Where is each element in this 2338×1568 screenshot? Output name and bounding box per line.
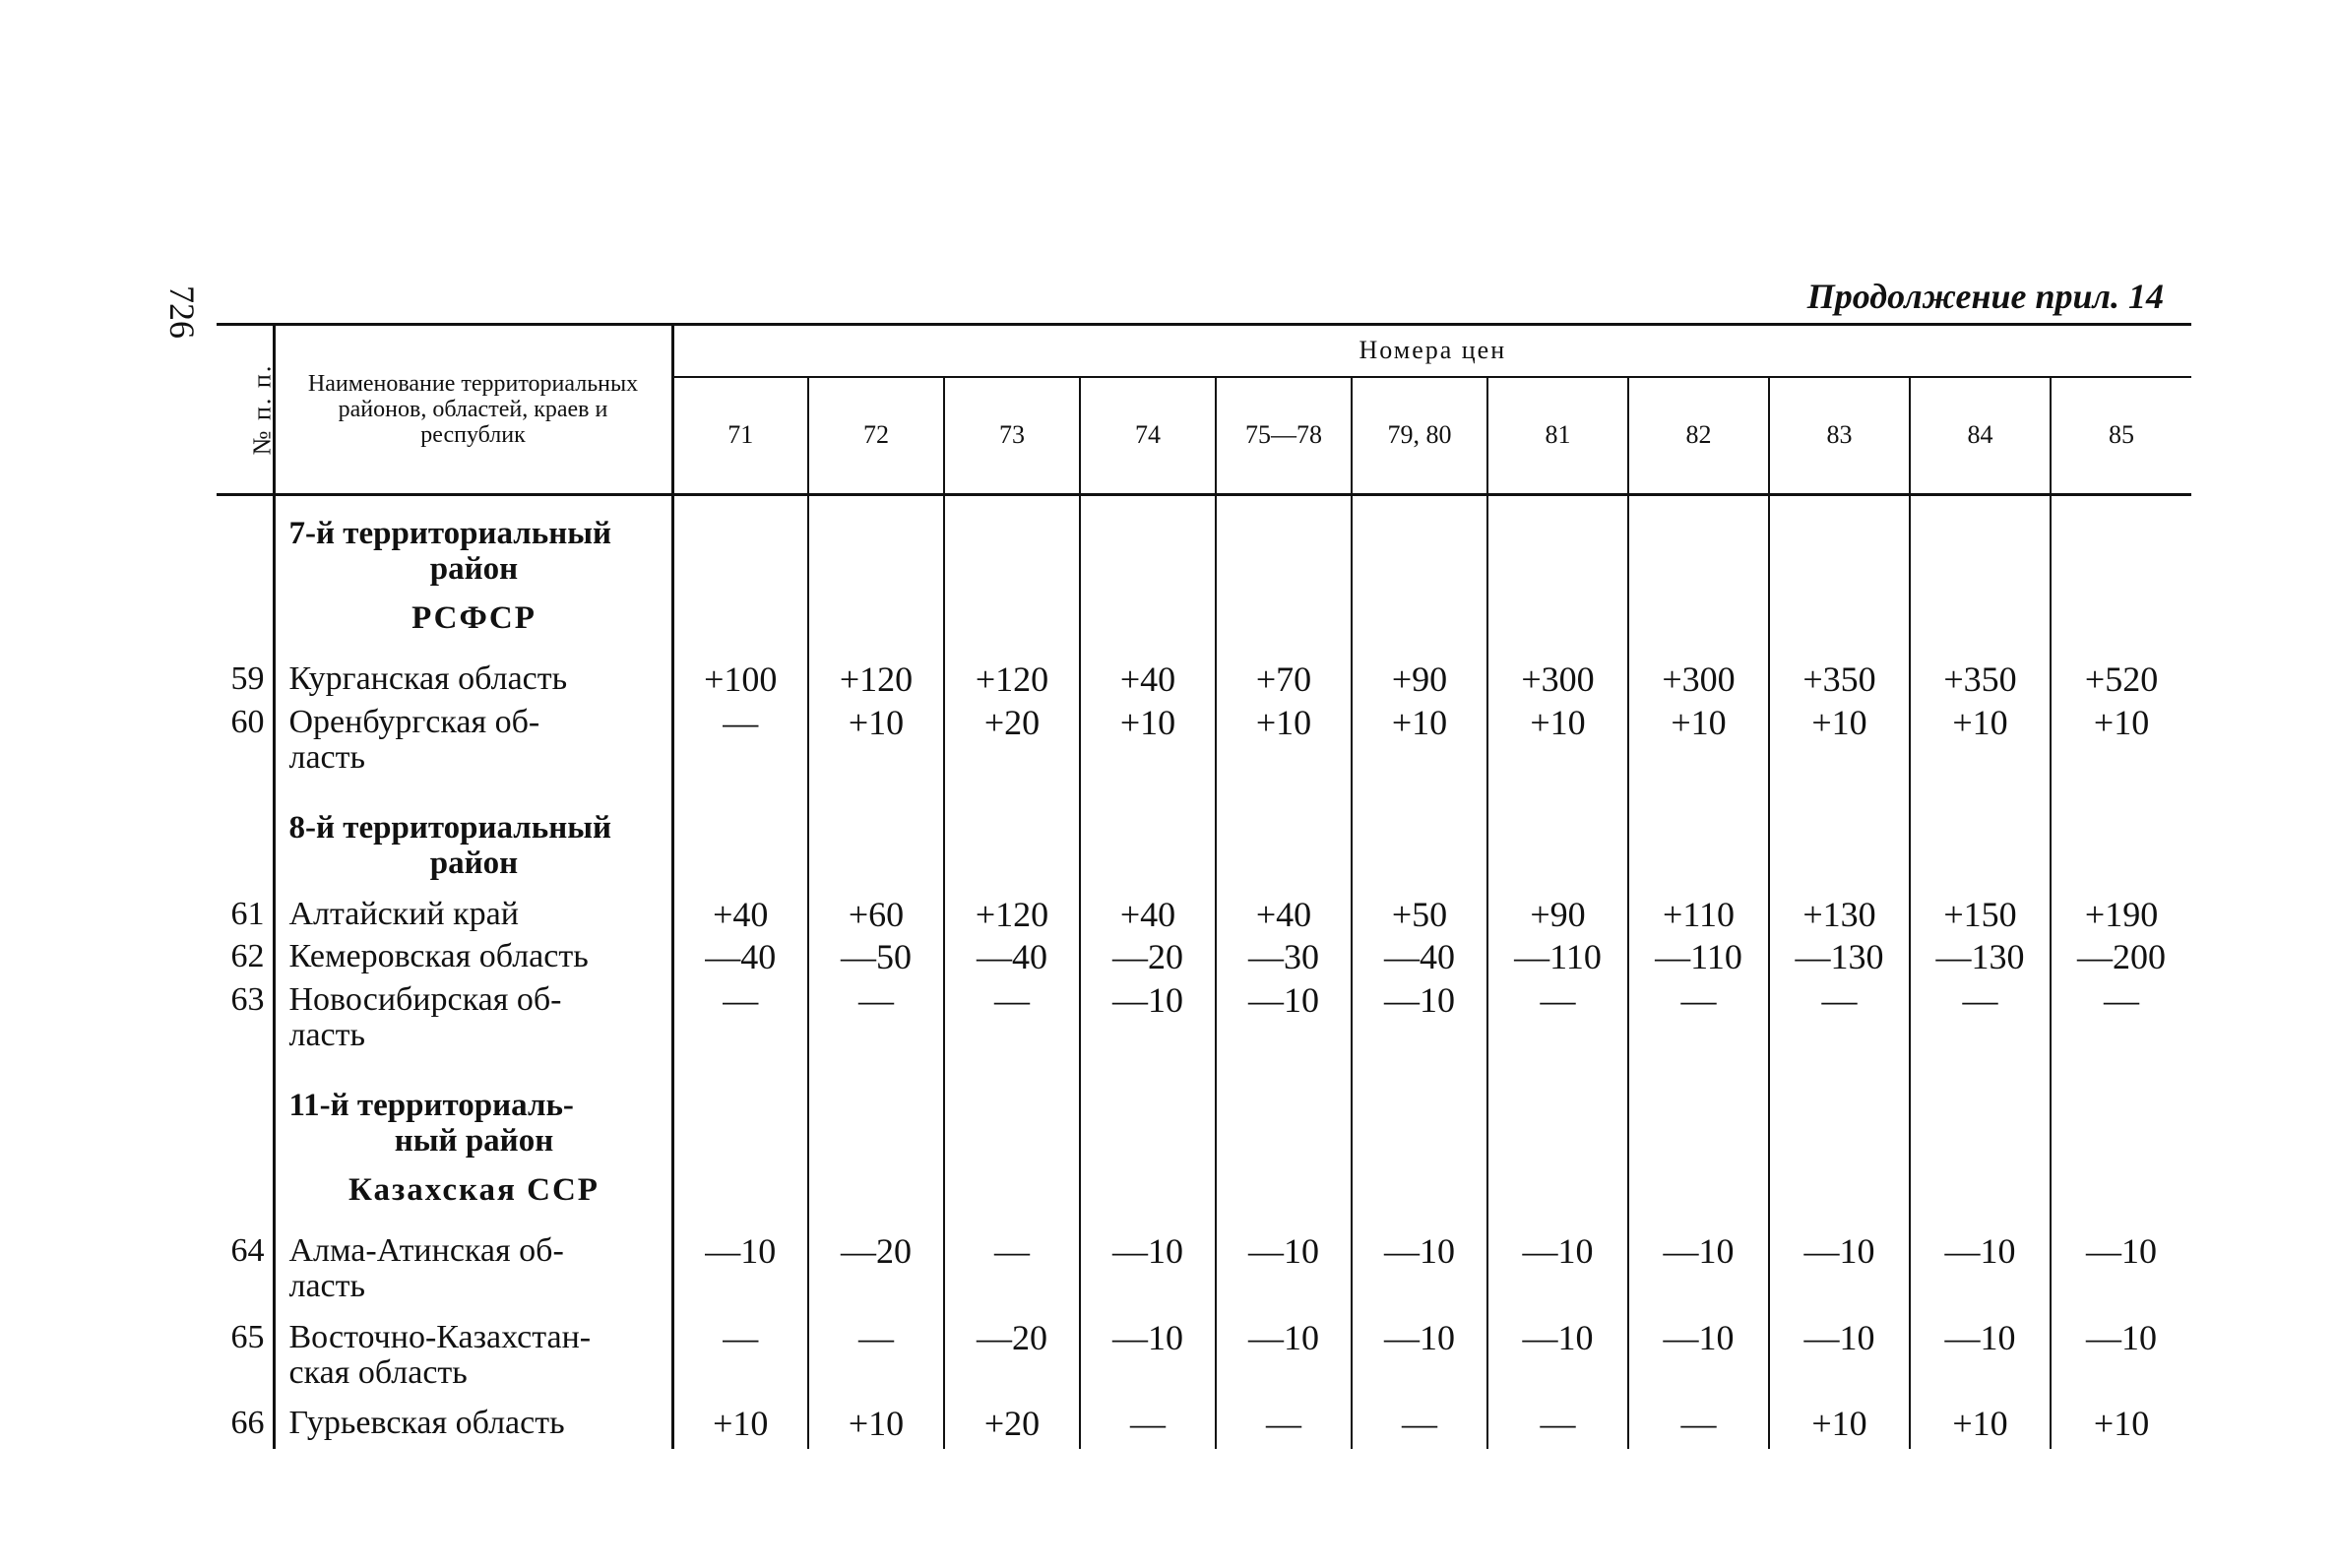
price-value: —10 bbox=[1487, 1233, 1628, 1319]
empty-cell bbox=[1352, 1068, 1487, 1088]
price-value: — bbox=[1216, 1406, 1352, 1449]
price-value: — bbox=[1628, 982, 1769, 1068]
empty-cell bbox=[1352, 1088, 1487, 1233]
section-title-line: район bbox=[429, 846, 519, 882]
price-value: —10 bbox=[1769, 1320, 1910, 1406]
price-value: +10 bbox=[1910, 705, 2051, 790]
row-name-line: ская область bbox=[288, 1353, 468, 1391]
empty-cell bbox=[1352, 790, 1487, 810]
price-value: +10 bbox=[713, 1404, 769, 1444]
empty-cell bbox=[274, 495, 672, 517]
empty-cell bbox=[217, 1088, 274, 1233]
empty-cell bbox=[1487, 1068, 1628, 1088]
price-value: +120 bbox=[944, 897, 1080, 940]
price-column-header: 84 bbox=[1910, 377, 2051, 495]
price-value: —10 bbox=[1080, 1320, 1216, 1406]
price-column-header: 82 bbox=[1628, 377, 1769, 495]
table-row bbox=[217, 982, 2191, 1068]
section-title-cell bbox=[274, 1088, 672, 1233]
empty-cell bbox=[1080, 810, 1216, 896]
price-table-container bbox=[217, 323, 2176, 1447]
price-value: +190 bbox=[2051, 897, 2191, 940]
empty-cell bbox=[1769, 1088, 1910, 1233]
price-column-header: 73 bbox=[944, 377, 1080, 495]
section-subtitle: Казахская ССР bbox=[348, 1172, 600, 1209]
empty-cell bbox=[1769, 495, 1910, 517]
price-value: —110 bbox=[1628, 939, 1769, 982]
header-name: Наименование территориальных районов, областей, краев и республик bbox=[274, 325, 672, 495]
empty-cell bbox=[808, 810, 944, 896]
empty-cell bbox=[1628, 495, 1769, 517]
empty-cell bbox=[672, 1068, 808, 1088]
price-value: —10 bbox=[1216, 1233, 1352, 1319]
price-column-header: 83 bbox=[1769, 377, 1910, 495]
price-value: +10 bbox=[1769, 1406, 1910, 1449]
spacer-row bbox=[217, 790, 2191, 810]
price-value: +20 bbox=[944, 1406, 1080, 1449]
price-value: — bbox=[1910, 982, 2051, 1068]
price-value: —130 bbox=[1769, 939, 1910, 982]
row-number: 63 bbox=[217, 982, 274, 1068]
page-number: 726 bbox=[162, 285, 202, 339]
empty-cell bbox=[1216, 495, 1352, 517]
empty-cell bbox=[672, 516, 808, 661]
price-value: +100 bbox=[704, 659, 778, 700]
empty-cell bbox=[1080, 1088, 1216, 1233]
price-value: — bbox=[1487, 982, 1628, 1068]
price-value: +10 bbox=[1080, 705, 1216, 790]
price-value: —40 bbox=[944, 939, 1080, 982]
empty-cell bbox=[1487, 1088, 1628, 1233]
section-title-line: ный район bbox=[394, 1123, 554, 1160]
price-value: +10 bbox=[2051, 705, 2191, 790]
price-value: —40 bbox=[1352, 939, 1487, 982]
section-title-line: 8-й территориальный bbox=[288, 810, 612, 847]
empty-cell bbox=[808, 1068, 944, 1088]
row-number: 62 bbox=[217, 939, 274, 982]
empty-cell bbox=[217, 516, 274, 661]
price-value: +20 bbox=[944, 705, 1080, 790]
price-value: — bbox=[2051, 982, 2191, 1068]
price-value: —130 bbox=[1910, 939, 2051, 982]
section-title-line: 11-й территориаль- bbox=[288, 1088, 574, 1124]
section-title bbox=[289, 1088, 660, 1159]
section-title-row bbox=[217, 516, 2191, 661]
row-name-line: Оренбургская об- bbox=[288, 703, 540, 740]
empty-cell bbox=[672, 790, 808, 810]
row-name-line: Алма-Атинская об- bbox=[288, 1232, 564, 1270]
empty-cell bbox=[274, 790, 672, 810]
price-value: +10 bbox=[1769, 705, 1910, 790]
price-column-header: 81 bbox=[1487, 377, 1628, 495]
empty-cell bbox=[672, 1088, 808, 1233]
price-value: +10 bbox=[1352, 705, 1487, 790]
empty-cell bbox=[2051, 1068, 2191, 1088]
empty-cell bbox=[944, 810, 1080, 896]
continuation-caption: Продолжение прил. 14 bbox=[1806, 277, 2164, 316]
row-number: 66 bbox=[217, 1406, 274, 1449]
header-price-group: Номера цен bbox=[672, 325, 2191, 377]
empty-cell bbox=[1910, 810, 2051, 896]
empty-cell bbox=[672, 810, 808, 896]
price-value: +350 bbox=[1910, 661, 2051, 705]
price-value: —10 bbox=[1352, 982, 1487, 1068]
empty-cell bbox=[1352, 810, 1487, 896]
price-value: +300 bbox=[1628, 661, 1769, 705]
header-row-number-label: № п. п. bbox=[247, 363, 277, 456]
empty-cell bbox=[1769, 810, 1910, 896]
empty-cell bbox=[1628, 1068, 1769, 1088]
price-value: +40 bbox=[713, 894, 769, 934]
row-name bbox=[274, 1233, 672, 1319]
table-row bbox=[217, 1233, 2191, 1319]
row-number: 65 bbox=[217, 1320, 274, 1406]
empty-cell bbox=[944, 495, 1080, 517]
empty-cell bbox=[1216, 790, 1352, 810]
price-value: —10 bbox=[1910, 1320, 2051, 1406]
empty-cell bbox=[944, 790, 1080, 810]
table-row bbox=[217, 939, 2191, 982]
empty-cell bbox=[1216, 1088, 1352, 1233]
empty-cell bbox=[274, 1068, 672, 1088]
price-value: —10 bbox=[2051, 1233, 2191, 1319]
section-title-cell bbox=[274, 516, 672, 661]
price-value: —50 bbox=[808, 939, 944, 982]
row-name-line: Кемеровская область bbox=[288, 938, 589, 975]
price-column-header: 85 bbox=[2051, 377, 2191, 495]
spacer-row bbox=[217, 1068, 2191, 1088]
empty-cell bbox=[1080, 516, 1216, 661]
empty-cell bbox=[217, 790, 274, 810]
empty-cell bbox=[1080, 495, 1216, 517]
price-value: — bbox=[944, 1233, 1080, 1319]
empty-cell bbox=[1487, 516, 1628, 661]
section-subtitle: РСФСР bbox=[411, 600, 537, 636]
price-value: —10 bbox=[1080, 982, 1216, 1068]
spacer-row bbox=[217, 495, 2191, 517]
empty-cell bbox=[1769, 1068, 1910, 1088]
price-value: —10 bbox=[1628, 1320, 1769, 1406]
empty-cell bbox=[808, 495, 944, 517]
empty-cell bbox=[808, 790, 944, 810]
table-row bbox=[217, 661, 2191, 705]
price-value: — bbox=[723, 1317, 759, 1357]
price-value: — bbox=[723, 702, 759, 742]
empty-cell bbox=[2051, 790, 2191, 810]
empty-cell bbox=[2051, 1088, 2191, 1233]
price-value: — bbox=[723, 979, 759, 1020]
empty-cell bbox=[2051, 516, 2191, 661]
price-value: +50 bbox=[1352, 897, 1487, 940]
price-value: —200 bbox=[2051, 939, 2191, 982]
row-name bbox=[274, 939, 672, 982]
empty-cell bbox=[944, 516, 1080, 661]
empty-cell bbox=[944, 1068, 1080, 1088]
empty-cell bbox=[1910, 495, 2051, 517]
price-value: —10 bbox=[2051, 1320, 2191, 1406]
price-value: — bbox=[1080, 1406, 1216, 1449]
empty-cell bbox=[217, 810, 274, 896]
header-row-number bbox=[217, 325, 277, 495]
price-value: +120 bbox=[944, 661, 1080, 705]
price-value: +110 bbox=[1628, 897, 1769, 940]
section-title bbox=[289, 516, 660, 587]
empty-cell bbox=[1910, 790, 2051, 810]
empty-cell bbox=[1487, 790, 1628, 810]
price-value: +10 bbox=[1216, 705, 1352, 790]
price-value: —10 bbox=[1352, 1320, 1487, 1406]
price-value: +10 bbox=[1487, 705, 1628, 790]
price-column-header: 79, 80 bbox=[1352, 377, 1487, 495]
empty-cell bbox=[1628, 516, 1769, 661]
price-value: +90 bbox=[1352, 661, 1487, 705]
price-value: +10 bbox=[1628, 705, 1769, 790]
empty-cell bbox=[1910, 516, 2051, 661]
price-value: — bbox=[1487, 1406, 1628, 1449]
price-value: +10 bbox=[1910, 1406, 2051, 1449]
row-name-line: Алтайский край bbox=[288, 895, 519, 932]
empty-cell bbox=[808, 1088, 944, 1233]
empty-cell bbox=[1216, 1068, 1352, 1088]
row-name-line: ласть bbox=[288, 1268, 366, 1305]
empty-cell bbox=[1216, 810, 1352, 896]
row-name bbox=[274, 982, 672, 1068]
price-value: —20 bbox=[944, 1320, 1080, 1406]
empty-cell bbox=[944, 1088, 1080, 1233]
price-value: +130 bbox=[1769, 897, 1910, 940]
price-value: —10 bbox=[705, 1231, 777, 1272]
empty-cell bbox=[1628, 790, 1769, 810]
price-value: —30 bbox=[1216, 939, 1352, 982]
price-value: +90 bbox=[1487, 897, 1628, 940]
empty-cell bbox=[2051, 495, 2191, 517]
empty-cell bbox=[1352, 495, 1487, 517]
price-value: —20 bbox=[808, 1233, 944, 1319]
empty-cell bbox=[1628, 1088, 1769, 1233]
empty-cell bbox=[1769, 790, 1910, 810]
row-name-line: Курганская область bbox=[288, 660, 568, 698]
section-title-row bbox=[217, 1088, 2191, 1233]
price-column-header: 71 bbox=[672, 377, 808, 495]
row-number: 59 bbox=[217, 661, 274, 705]
price-value: — bbox=[1769, 982, 1910, 1068]
price-value: +10 bbox=[2051, 1406, 2191, 1449]
empty-cell bbox=[1352, 516, 1487, 661]
price-value: +40 bbox=[1080, 897, 1216, 940]
table-row bbox=[217, 897, 2191, 940]
section-title-line: район bbox=[429, 551, 519, 587]
section-title-line: 7-й территориальный bbox=[288, 516, 612, 551]
price-value: — bbox=[1352, 1406, 1487, 1449]
price-value: —10 bbox=[1352, 1233, 1487, 1319]
price-value: +10 bbox=[808, 705, 944, 790]
price-value: +350 bbox=[1769, 661, 1910, 705]
price-column-header: 72 bbox=[808, 377, 944, 495]
price-value: +300 bbox=[1487, 661, 1628, 705]
price-value: —10 bbox=[1080, 1233, 1216, 1319]
price-value: —10 bbox=[1769, 1233, 1910, 1319]
row-name-line: Новосибирская об- bbox=[288, 980, 562, 1018]
price-value: +60 bbox=[808, 897, 944, 940]
empty-cell bbox=[672, 495, 808, 517]
empty-cell bbox=[1769, 516, 1910, 661]
section-title bbox=[289, 810, 660, 881]
price-column-header: 75—78 bbox=[1216, 377, 1352, 495]
price-value: +40 bbox=[1080, 661, 1216, 705]
price-value: —10 bbox=[1910, 1233, 2051, 1319]
price-value: +520 bbox=[2051, 661, 2191, 705]
price-value: —20 bbox=[1080, 939, 1216, 982]
empty-cell bbox=[217, 1068, 274, 1088]
price-value: — bbox=[944, 982, 1080, 1068]
empty-cell bbox=[1080, 1068, 1216, 1088]
empty-cell bbox=[1628, 810, 1769, 896]
section-title-row bbox=[217, 810, 2191, 896]
price-value: —10 bbox=[1216, 982, 1352, 1068]
price-value: +10 bbox=[808, 1406, 944, 1449]
empty-cell bbox=[1910, 1088, 2051, 1233]
price-value: +40 bbox=[1216, 897, 1352, 940]
price-adjustment-table bbox=[217, 323, 2191, 1449]
row-name bbox=[274, 705, 672, 790]
row-name bbox=[274, 897, 672, 940]
price-value: — bbox=[808, 982, 944, 1068]
table-row bbox=[217, 705, 2191, 790]
price-value: +150 bbox=[1910, 897, 2051, 940]
price-value: +70 bbox=[1216, 661, 1352, 705]
row-name-line: ласть bbox=[288, 738, 366, 776]
price-value: —10 bbox=[1216, 1320, 1352, 1406]
row-name bbox=[274, 661, 672, 705]
section-title-cell bbox=[274, 810, 672, 896]
price-value: —10 bbox=[1628, 1233, 1769, 1319]
row-name-line: ласть bbox=[288, 1016, 366, 1053]
empty-cell bbox=[1487, 495, 1628, 517]
row-name-line: Восточно-Казахстан- bbox=[288, 1318, 592, 1355]
price-value: +120 bbox=[808, 661, 944, 705]
price-value: —10 bbox=[1487, 1320, 1628, 1406]
empty-cell bbox=[1487, 810, 1628, 896]
row-number: 64 bbox=[217, 1233, 274, 1319]
empty-cell bbox=[1216, 516, 1352, 661]
price-value: — bbox=[808, 1320, 944, 1406]
empty-cell bbox=[808, 516, 944, 661]
row-name bbox=[274, 1320, 672, 1406]
price-value: — bbox=[1628, 1406, 1769, 1449]
row-number: 61 bbox=[217, 897, 274, 940]
table-row bbox=[217, 1320, 2191, 1406]
row-name-line: Гурьевская область bbox=[288, 1405, 565, 1442]
empty-cell bbox=[2051, 810, 2191, 896]
price-column-header: 74 bbox=[1080, 377, 1216, 495]
table-body bbox=[217, 495, 2191, 1450]
empty-cell bbox=[1910, 1068, 2051, 1088]
empty-cell bbox=[217, 495, 274, 517]
row-name bbox=[274, 1406, 672, 1449]
price-value: —40 bbox=[705, 937, 777, 977]
row-number: 60 bbox=[217, 705, 274, 790]
empty-cell bbox=[1080, 790, 1216, 810]
price-value: —110 bbox=[1487, 939, 1628, 982]
table-row bbox=[217, 1406, 2191, 1449]
